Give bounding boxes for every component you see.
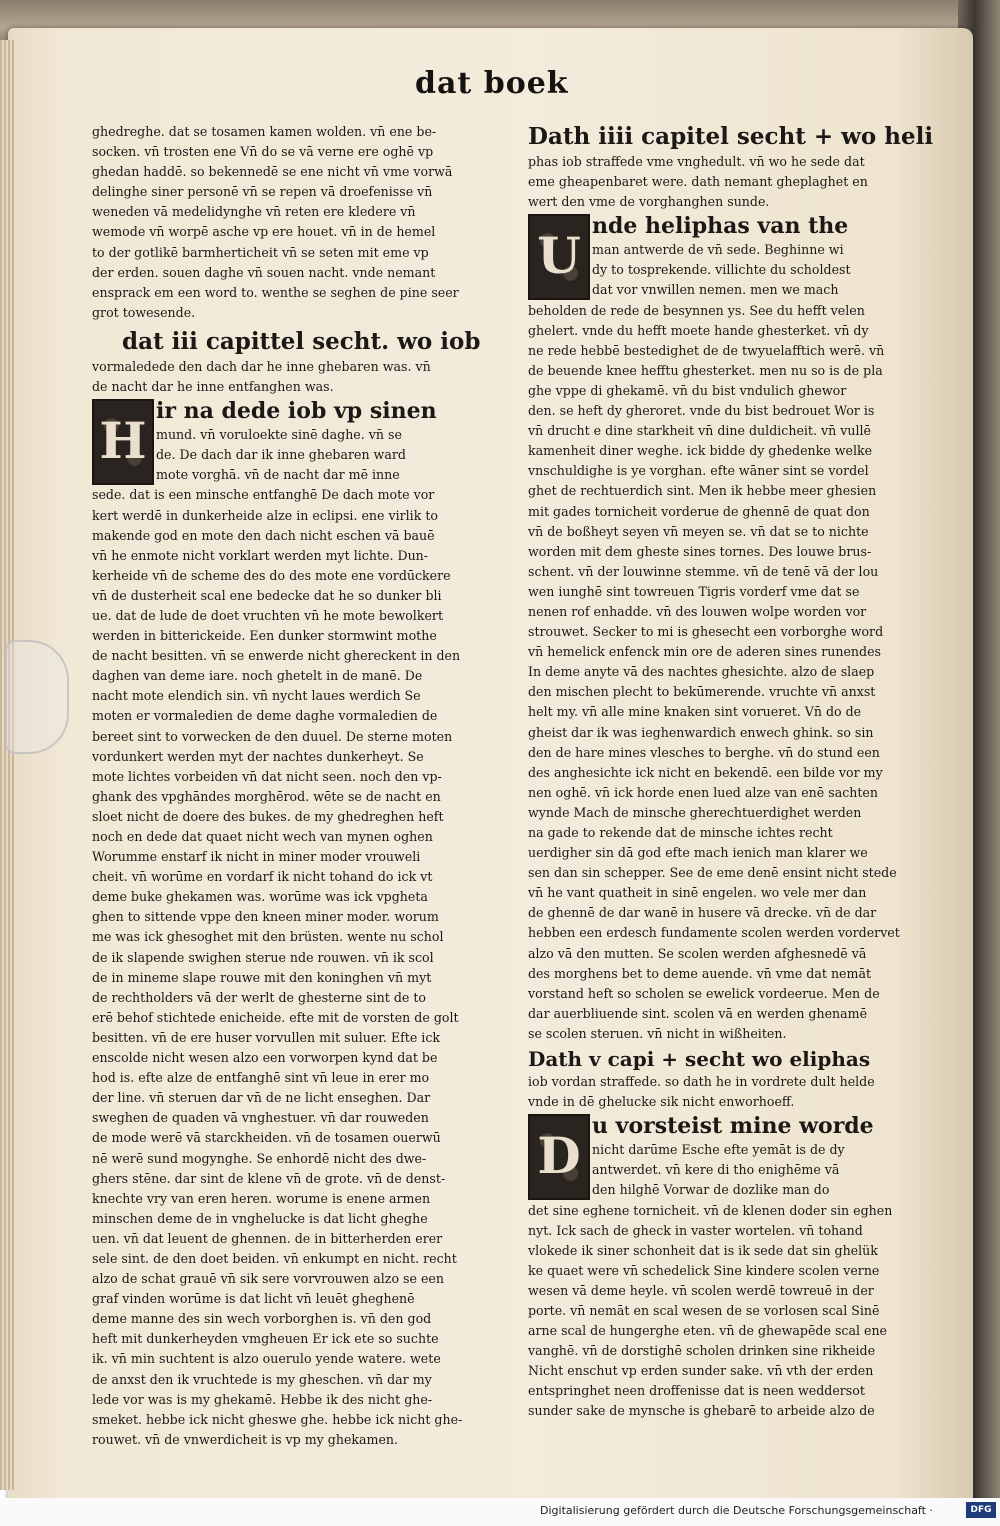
text-line: worden mit dem gheste sines tornes. Des louwe brus-: [528, 543, 872, 559]
text-line: sele sint. de den doet beiden. vn̄ enkumpt en nicht. recht: [92, 1250, 457, 1266]
text-line: den. se heft dy gheroret. vnde du bist bedrouet Wor is: [528, 403, 875, 419]
text-line: arne scal de hungerghe eten. vn̄ de ghewapēde scal ene: [528, 1323, 888, 1339]
text-line: des anghesichte ick nicht en bekendē. een bilde vor my: [528, 764, 883, 780]
text-line: besitten. vn̄ de ere huser vorvullen mit suluer. Efte ick: [92, 1029, 441, 1045]
dfg-logo: DFG: [966, 1502, 996, 1518]
text-line: helt my. vn̄ alle mine knaken sint vorueret. Vn̄ do de: [528, 704, 862, 720]
text-line: mote vorghā. vn̄ de nacht dar mē inne: [156, 467, 400, 483]
text-line: kerheide vn̄ de scheme des do des mote ene vordūckere: [92, 567, 451, 583]
text-line: daghen van deme iare. noch ghetelt in de manē. De: [92, 668, 423, 684]
text-line: de anxst den ik vruchtede is my gheschen. vn̄ dar my: [92, 1371, 432, 1387]
text-line: sloet nicht de doere des bukes. de my ghedreghen heft: [92, 808, 444, 824]
text-line: uerdigher sin dā god efte mach ienich man klarer we: [528, 845, 868, 861]
text-line: nyt. Ick sach de gheck in vaster wortelen. vn̄ tohand: [528, 1222, 863, 1238]
text-line: ne rede hebbē bestedighet de de twyuelafftich werē. vn̄: [528, 342, 885, 358]
text-line: nicht darūme Esche efte yemāt is de dy: [592, 1142, 845, 1158]
funding-credit: Digitalisierung gefördert durch die Deutsche Forschungsgemeinschaft ·: [540, 1504, 933, 1517]
text-line: wert den vme de vorghanghen sunde.: [528, 194, 770, 210]
text-line: uen. vn̄ dat leuent de ghennen. de in bitterherden erer: [92, 1230, 443, 1246]
text-line: smeket. hebbe ick nicht gheswe ghe. hebbe ick nicht ghe-: [92, 1411, 463, 1427]
text-line: minschen deme de in vnghelucke is dat licht gheghe: [92, 1210, 428, 1226]
chapter-4-body: [528, 240, 918, 1044]
text-line: phas iob straffede vme vnghedult. vn̄ wo he sede dat: [528, 154, 865, 169]
page-clip-icon: [5, 640, 69, 754]
text-line: deme manne des sin wech vorborghen is. vn̄ den god: [92, 1311, 432, 1327]
text-line: de. De dach dar ik inne ghebaren ward: [156, 447, 406, 463]
text-line: werden in bitterickeide. Een dunker stormwint mothe: [92, 628, 437, 644]
chapter-3-incipit: ir na dede iob vp sinen: [156, 398, 437, 425]
text-line: alzo de schat grauē vn̄ sik sere vorvrouwen alzo se een: [92, 1271, 444, 1287]
text-line: ghen to sittende vppe den kneen miner moder. worum: [92, 909, 439, 925]
chapter-3-heading: dat iii capittel secht. wo iob: [122, 327, 481, 355]
text-line: me was ick ghesoghet mit den brüsten. wente nu schol: [92, 929, 444, 945]
text-line: dar auerbliuende sint. scolen vā en werden ghenamē: [528, 1005, 868, 1021]
text-line: vn̄ de dusterheit scal ene bedecke dat he so dunker bli: [92, 587, 442, 603]
left-intro-block: [92, 122, 484, 323]
chapter-3-summary: [92, 357, 484, 397]
page-stack-edge: [0, 40, 14, 1490]
text-line: nen oghē. vn̄ ick horde enen lued alze van enē sachten: [528, 784, 878, 800]
text-line: vn̄ drucht e dine starkheit vn̄ dine duldicheit. vn̄ vullē: [528, 423, 871, 439]
text-line: sen dan sin schepper. See de eme denē ensint nicht stede: [528, 865, 897, 881]
chapter-5-summary: [528, 1072, 918, 1112]
text-line: makende god en mote den dach nicht eschen vā bauē: [92, 527, 435, 543]
text-line: mit gades tornicheit vorderue de ghennē de quat don: [528, 503, 870, 519]
text-line: mund. vn̄ voruloekte sinē daghe. vn̄ se: [156, 427, 402, 443]
text-line: kamenheit diner weghe. ick bidde dy ghedenke welke: [528, 443, 873, 459]
text-line: sede. dat is een minsche entfanghē De dach mote vor: [92, 487, 435, 503]
text-line: iob vordan straffede. so dath he in vordrete dult helde: [528, 1074, 875, 1090]
text-line: alzo vā den mutten. Se scolen werden afghesnedē vā: [528, 945, 867, 961]
text-line: vlokede ik siner schonheit dat is ik sede dat sin ghelük: [528, 1242, 878, 1258]
text-line: noch en dede dat quaet nicht wech van mynen oghen: [92, 829, 433, 844]
text-line: der line. vn̄ steruen dar vn̄ de ne licht enseghen. Dar: [92, 1090, 431, 1106]
text-line: sweghen de quaden vā vnghestuer. vn̄ dar rouweden: [92, 1110, 429, 1126]
text-line: den de hare mines vlesches to berghe. vn̄ do stund een: [528, 744, 880, 760]
text-line: entspringhet neen droffenisse dat is neen weddersot: [528, 1383, 865, 1399]
text-line: vn̄ he enmote nicht vorklart werden myt lichte. Dun-: [92, 547, 429, 563]
text-line: vn̄ hemelick enfenck min ore de aderen sines runendes: [528, 644, 881, 660]
text-line: eme gheapenbaret were. dath nemant gheplaghet en: [528, 174, 868, 190]
text-line: socken. vn̄ trosten ene Vn̄ do se vā verne ere oghē vp: [92, 144, 434, 160]
text-line: Worumme enstarf ik nicht in miner moder vrouweli: [92, 849, 421, 865]
text-line: ghers stēne. dar sint de klene vn̄ de grote. vn̄ de denst-: [92, 1170, 446, 1186]
text-line: delinghe siner personē vn̄ se repen vā droefenisse vn̄: [92, 184, 433, 200]
text-line: vorstand heft so scholen se ewelick vordeerue. Men de: [528, 985, 880, 1001]
text-line: det sine eghene tornicheit. vn̄ de klenen doder sin eghen: [528, 1202, 893, 1218]
text-line: vordunkert werden myt der nachtes dunkerheyt. Se: [92, 748, 424, 764]
text-line: ensprack em een word to. wenthe se seghen de pine seer: [92, 284, 459, 300]
text-line: erē behof stichtede enicheide. efte mit de vorsten de golt: [92, 1009, 459, 1025]
text-line: ghedan haddē. so bekennedē se ene nicht vn̄ vme vorwā: [92, 164, 453, 180]
text-line: ghank des vpghāndes morghērod. wēte se de nacht en: [92, 788, 441, 804]
text-line: wen iunghē sint towreuen Tigris vorderf vme dat se: [528, 583, 860, 599]
dropcap-initial-icon: U: [528, 214, 590, 300]
text-line: man antwerde de vn̄ sede. Beghinne wi: [592, 242, 844, 258]
text-line: enscolde nicht wesen alzo een vorworpen kynd dat be: [92, 1050, 438, 1066]
chapter-4-summary: [528, 152, 918, 212]
running-head: dat boek: [415, 66, 569, 101]
chapter-4-incipit: nde heliphas van the: [592, 213, 849, 240]
text-line: ik. vn̄ min suchtent is alzo ouerulo yende watere. wete: [92, 1351, 441, 1367]
text-line: lede vor was is my ghekamē. Hebbe ik des nicht ghe-: [92, 1391, 433, 1407]
text-line: vormaledede den dach dar he inne ghebaren was. vn̄: [92, 358, 431, 374]
text-line: moten er vormaledien de deme daghe vormaledien de: [92, 708, 438, 724]
text-line: de rechtholders vā der werlt de ghesterne sint de to: [92, 989, 426, 1005]
text-line: den mischen plecht to bekūmerende. vruchte vn̄ anxst: [528, 684, 876, 700]
text-line: de nacht dar he inne entfanghen was.: [92, 379, 334, 395]
text-line: ghelert. vnde du hefft moete hande ghesterket. vn̄ dy: [528, 322, 869, 338]
chapter-4-heading: Dath iiii capitel secht + wo heli: [528, 123, 934, 150]
text-line: de in mineme slape rouwe mit den koninghen vn̄ myt: [92, 969, 432, 985]
chapter-4-text: [528, 212, 918, 1044]
text-line: schent. vn̄ der louwinne stemme. vn̄ de tenē vā der lou: [528, 563, 879, 579]
text-line: ghe vppe di ghekamē. vn̄ du bist vndulich ghewor: [528, 382, 847, 398]
text-line: hod is. efte alze de entfanghē sint vn̄ leue in erer mo: [92, 1070, 430, 1086]
text-line: vn̄ he vant quatheit in sinē engelen. wo vele mer dan: [528, 885, 867, 901]
text-line: grot towesende.: [92, 304, 196, 320]
text-line: wemode vn̄ worpē asche vp ere houet. vn̄ in de hemel: [92, 224, 436, 240]
text-line: ghedreghe. dat se tosamen kamen wolden. vn̄ ene be-: [92, 124, 437, 139]
text-line: na gade to rekende dat de minsche ichtes recht: [528, 825, 833, 840]
text-line: weneden vā medelidynghe vn̄ reten ere kledere vn̄: [92, 204, 416, 220]
text-line: nacht mote elendich sin. vn̄ nycht laues werdich Se: [92, 688, 421, 704]
text-line: se scolen steruen. vn̄ nicht in wißheiten.: [528, 1025, 787, 1041]
text-line: nenen rof enhadde. vn̄ des louwen wolpe worden vor: [528, 603, 867, 619]
dropcap-initial-icon: H: [92, 399, 154, 485]
text-line: des morghens bet to deme auende. vn̄ vme dat nemāt: [528, 965, 872, 981]
text-line: vnde in dē ghelucke sik nicht enworhoeff.: [528, 1094, 795, 1110]
chapter-3-text: [92, 397, 484, 1450]
text-line: gheist dar ik was ieghenwardich enwech ghink. so sin: [528, 724, 874, 740]
text-line: ke quaet were vn̄ schedelick Sine kindere scolen verne: [528, 1262, 880, 1278]
text-line: nē werē sund mogynghe. Se enhordē nicht des dwe-: [92, 1150, 427, 1166]
text-line: wesen vā deme heyle. vn̄ scolen werdē towreuē in der: [528, 1282, 874, 1298]
right-column: [528, 122, 934, 1422]
text-line: heft mit dunkerheyden vmgheuen Er ick ete so suchte: [92, 1331, 439, 1347]
dropcap-initial-icon: D: [528, 1114, 590, 1200]
text-line: de mode werē vā starckheiden. vn̄ de tosamen ouerwū: [92, 1130, 441, 1146]
text-line: In deme anyte vā des nachtes ghesichte. alzo de slaep: [528, 664, 875, 680]
text-line: de beuende knee hefftu ghesterket. men nu so is de pla: [528, 362, 883, 378]
text-line: knechte vry van eren heren. worume is enene armen: [92, 1190, 431, 1206]
text-line: dy to tosprekende. villichte du scholdest: [592, 262, 851, 278]
chapter-3-body: [92, 425, 484, 1450]
text-line: rouwet. vn̄ de vnwerdicheit is vp my ghekamen.: [92, 1431, 399, 1447]
text-line: hebben een erdesch fundamente scolen werden vordervet: [528, 925, 900, 941]
text-line: vnschuldighe is ye vorghan. efte wāner sint se vordel: [528, 463, 869, 479]
text-line: bereet sint to vorwecken de den duuel. De sterne moten: [92, 728, 453, 744]
text-line: wynde Mach de minsche gherechtuerdighet werden: [528, 804, 862, 820]
text-line: de ghennē de dar wanē in husere vā drecke. vn̄ de dar: [528, 905, 877, 921]
text-line: ghet de rechtuerdich sint. Men ik hebbe meer ghesien: [528, 483, 877, 499]
text-line: to der gotlikē barmherticheit vn̄ se seten mit eme vp: [92, 244, 429, 260]
text-line: sunder sake de mynsche is ghebarē to arbeide alzo de: [528, 1403, 875, 1419]
left-column: [92, 122, 484, 1450]
text-line: den hilghē Vorwar de dozlike man do: [592, 1182, 830, 1198]
chapter-5-heading: Dath v capi + secht wo eliphas: [528, 1047, 871, 1072]
text-line: de nacht besitten. vn̄ se enwerde nicht ghereckent in den: [92, 648, 461, 664]
text-line: beholden de rede de besynnen ys. See du hefft velen: [528, 302, 865, 318]
text-line: vn̄ de boßheyt seyen vn̄ meyen se. vn̄ dat se to nichte: [528, 523, 869, 539]
text-line: mote lichtes vorbeiden vn̄ dat nicht seen. noch den vp-: [92, 768, 442, 784]
text-line: porte. vn̄ nemāt en scal wesen de se vorlosen scal Sinē: [528, 1302, 880, 1318]
text-line: dat vor vnwillen nemen. men we mach: [592, 282, 839, 298]
text-line: cheit. vn̄ worūme en vordarf ik nicht tohand do ick vt: [92, 869, 433, 885]
text-line: Nicht enschut vp erden sunder sake. vn̄ vth der erden: [528, 1363, 874, 1379]
text-line: der erden. souen daghe vn̄ souen nacht. vnde nemant: [92, 264, 436, 280]
text-line: graf vinden worūme is dat licht vn̄ leuēt gheghenē: [92, 1291, 415, 1307]
text-line: deme buke ghekamen was. worūme was ick vpgheta: [92, 889, 428, 905]
text-line: antwerdet. vn̄ kere di tho enighēme vā: [592, 1162, 840, 1178]
text-line: vanghē. vn̄ de dorstighē scholen drinken sine rikheide: [528, 1343, 876, 1359]
text-line: strouwet. Secker to mi is ghesecht een vorborghe word: [528, 624, 884, 640]
text-line: kert werdē in dunkerheide alze in eclipsi. ene virlik to: [92, 507, 438, 523]
chapter-5-incipit: u vorsteist mine worde: [592, 1113, 874, 1140]
text-line: de ik slapende swighen sterue nde rouwen. vn̄ ik scol: [92, 949, 434, 965]
chapter-5-text: [528, 1112, 918, 1421]
text-line: ue. dat de lude de doet vruchten vn̄ he mote bewolkert: [92, 607, 444, 623]
